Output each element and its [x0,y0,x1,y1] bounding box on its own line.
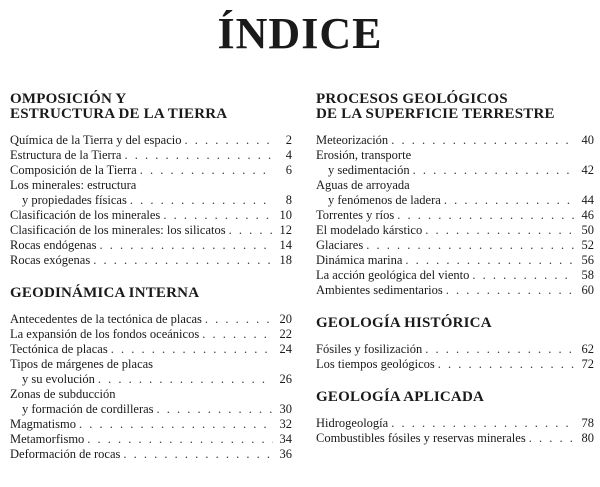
entry-name: Aguas de arroyada [316,178,410,192]
toc-entry[interactable] [316,178,594,193]
toc-entry[interactable] [10,238,292,253]
section-title-line: OMPOSICIÓN Y [10,91,127,107]
section [316,316,594,372]
entry-name: y propiedades físicas [22,193,127,207]
section-title [10,286,292,301]
dot-leader [425,342,575,357]
toc-entry[interactable] [316,193,594,208]
dot-leader [397,208,575,223]
entry-name: Tipos de márgenes de placas [10,357,154,371]
dot-leader [87,432,273,447]
entry-page: 36 [279,447,292,461]
dot-leader [229,223,273,238]
entry-page: 26 [279,372,292,386]
section-title [316,316,594,331]
toc-entry[interactable] [10,163,292,178]
entry-page: 24 [279,342,292,356]
toc-entry[interactable] [10,432,292,447]
dot-leader [366,238,575,253]
entry-page: 52 [581,238,594,252]
toc-entry[interactable] [10,417,292,432]
toc-entry[interactable] [10,357,292,372]
entry-name: El modelado kárstico [316,223,423,237]
entry-page: 62 [581,342,594,356]
entry-page: 18 [279,253,292,267]
entry-name: La expansión de los fondos oceánicos [10,327,200,341]
entry-page: 78 [581,416,594,430]
entry-name: Erosión, transporte [316,148,412,162]
toc-entry[interactable] [316,342,594,357]
dot-leader [205,312,273,327]
dot-leader [163,208,273,223]
right-column [316,92,594,464]
entry-page: 22 [279,327,292,341]
dot-leader [202,327,273,342]
entry-name: y su evolución [22,372,95,386]
dot-leader [184,133,273,148]
toc-entry[interactable] [316,223,594,238]
entry-name: Metamorfismo [10,432,85,446]
dot-leader [93,253,273,268]
entry-name: Torrentes y ríos [316,208,395,222]
dot-leader [99,238,273,253]
entry-name: y formación de cordilleras [22,402,154,416]
dot-leader [444,193,575,208]
entry-page: 12 [279,223,292,237]
entry-page: 4 [285,148,292,162]
section-title-line: DE LA SUPERFICIE TERRESTRE [316,106,555,122]
entry-name: Hidrogeología [316,416,389,430]
dot-leader [391,416,575,431]
page-title: ÍNDICE [217,9,383,58]
section [10,286,292,462]
entry-name: y sedimentación [328,163,410,177]
toc-entries [10,133,292,268]
entry-name: Magmatismo [10,417,76,431]
toc-entries [10,312,292,462]
entry-name: Estructura de la Tierra [10,148,122,162]
dot-leader [124,148,273,163]
entry-page: 40 [581,133,594,147]
dot-leader [405,253,575,268]
entry-name: Química de la Tierra y del espacio [10,133,182,147]
toc-entry[interactable] [316,431,594,446]
toc-entry[interactable] [316,416,594,431]
dot-leader [140,163,273,178]
dot-leader [413,163,575,178]
dot-leader [157,402,273,417]
entry-name: Meteorización [316,133,389,147]
entry-page: 8 [285,193,292,207]
entry-page: 56 [581,253,594,267]
section-title-line: PROCESOS GEOLÓGICOS [316,91,508,107]
entry-name: La acción geológica del viento [316,268,470,282]
entry-page: 20 [279,312,292,326]
toc-entry[interactable] [10,312,292,327]
entry-page: 46 [581,208,594,222]
dot-leader [391,133,575,148]
entry-page: 42 [581,163,594,177]
entry-name: Los tiempos geológicos [316,357,435,371]
toc-entry[interactable] [10,178,292,193]
section [316,92,594,298]
toc-entry[interactable] [316,133,594,148]
entry-name: Los minerales: estructura [10,178,137,192]
entry-name: Antecedentes de la tectónica de placas [10,312,202,326]
dot-leader [98,372,273,387]
dot-leader [130,193,273,208]
entry-name: Combustibles fósiles y reservas minerales [316,431,526,445]
toc-entries [316,133,594,298]
entry-name: Rocas exógenas [10,253,91,267]
entry-name: Clasificación de los minerales: los silicatos [10,223,226,237]
entry-name: Tectónica de placas [10,342,108,356]
entry-name: Glaciares [316,238,364,252]
toc-entry[interactable] [10,372,292,387]
toc-entry[interactable] [316,268,594,283]
toc-entry[interactable] [10,208,292,223]
dot-leader [111,342,273,357]
toc-entry[interactable] [10,223,292,238]
entry-page: 50 [581,223,594,237]
toc-entries [316,342,594,372]
section-title-line: GEODINÁMICA INTERNA [10,285,200,301]
dot-leader [472,268,575,283]
toc-entry[interactable] [10,148,292,163]
section-title [316,92,594,122]
section-title [10,92,292,122]
toc-entries [316,416,594,446]
entry-name: Dinámica marina [316,253,403,267]
section-title-line: GEOLOGÍA HISTÓRICA [316,315,492,331]
toc-entry[interactable] [10,193,292,208]
dot-leader [438,357,575,372]
toc-entry[interactable] [10,327,292,342]
entry-name: Zonas de subducción [10,387,116,401]
entry-name: Rocas endógenas [10,238,97,252]
toc-entry[interactable] [316,208,594,223]
toc-entry[interactable] [316,357,594,372]
entry-page: 34 [279,432,292,446]
entry-name: Composición de la Tierra [10,163,137,177]
entry-page: 14 [279,238,292,252]
toc-entry[interactable] [10,133,292,148]
section [316,390,594,446]
toc-entry[interactable] [10,342,292,357]
section-title [316,390,594,405]
entry-page: 10 [279,208,292,222]
dot-leader [446,283,575,298]
toc-entry[interactable] [316,163,594,178]
entry-page: 60 [581,283,594,297]
entry-page: 80 [581,431,594,445]
dot-leader [425,223,575,238]
entry-page: 44 [581,193,594,207]
toc-entry[interactable] [316,283,594,298]
toc-entry[interactable] [10,447,292,462]
entry-name: Clasificación de los minerales [10,208,161,222]
entry-name: Fósiles y fosilización [316,342,423,356]
entry-name: y fenómenos de ladera [328,193,441,207]
toc-entry[interactable] [10,253,292,268]
toc-entry[interactable] [10,387,292,402]
entry-name: Deformación de rocas [10,447,121,461]
entry-page: 6 [285,163,292,177]
entry-page: 32 [279,417,292,431]
left-column [10,92,292,480]
section-title-line: ESTRUCTURA DE LA TIERRA [10,106,228,122]
entry-name: Ambientes sedimentarios [316,283,443,297]
dot-leader [123,447,273,462]
entry-page: 2 [285,133,292,147]
toc-entry[interactable] [316,238,594,253]
dot-leader [79,417,273,432]
toc-entry[interactable] [10,402,292,417]
section-title-line: GEOLOGÍA APLICADA [316,389,485,405]
dot-leader [529,431,575,446]
entry-page: 58 [581,268,594,282]
toc-entry[interactable] [316,253,594,268]
entry-page: 30 [279,402,292,416]
entry-page: 72 [581,357,594,371]
toc-entry[interactable] [316,148,594,163]
section [10,92,292,268]
